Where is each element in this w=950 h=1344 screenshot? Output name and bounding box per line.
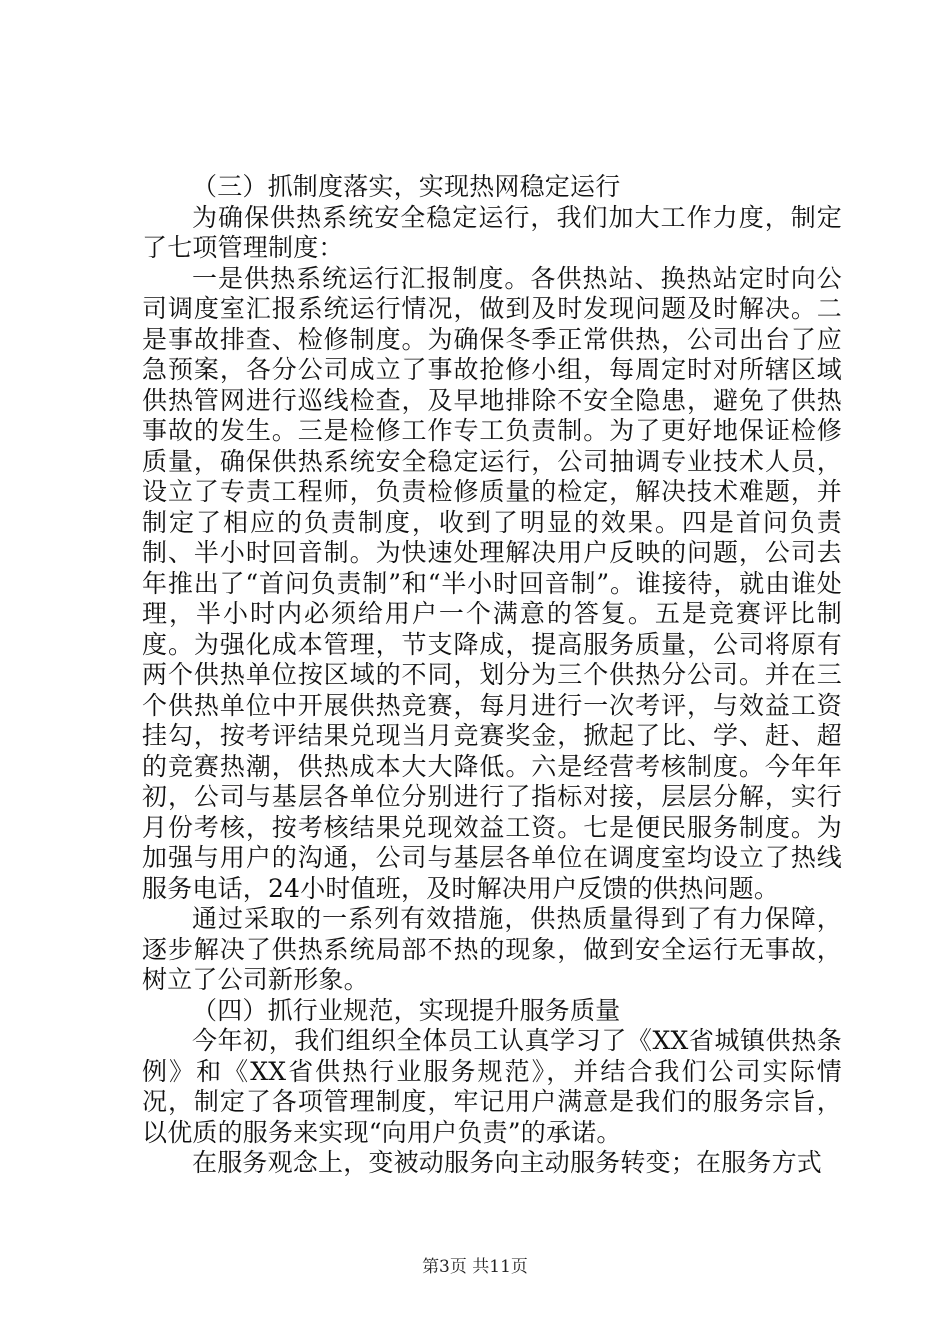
paragraph-service: 在服务观念上，变被动服务向主动服务转变；在服务方式 [192, 1148, 823, 1177]
section-heading-3: （三）抓制度落实，实现热网稳定运行 [192, 172, 621, 201]
document-body [142, 172, 842, 1179]
section-heading-4: （四）抓行业规范，实现提升服务质量 [192, 995, 621, 1025]
page-footer: 第3页 共11页 [422, 1257, 528, 1277]
paragraph-standards: 今年初，我们组织全体员工认真学习了《XX省城镇供热条例》和《XX省供热行业服务规范》，并结合我们公司实际情况，制定了各项管理制度，牢记用户满意是我们的服务宗旨，以优质的服务来实现“向用户负责”的承诺。 [142, 1026, 842, 1147]
paragraph-results: 通过采取的一系列有效措施，供热质量得到了有力保障，逐步解决了供热系统局部不热的现象，做到安全运行无事故，树立了公司新形象。 [142, 904, 842, 994]
paragraph-intro: 为确保供热系统安全稳定运行，我们加大工作力度，制定了七项管理制度： [142, 202, 842, 262]
paragraph-rules: 一是供热系统运行汇报制度。各供热站、换热站定时向公司调度室汇报系统运行情况，做到及时发现问题及时解决。二是事故排查、检修制度。为确保冬季正常供热，公司出台了应急预案，各分公司成立了事故抢修小组，每周定时对所辖区域供热管网进行巡线检查，及早地排除不安全隐患，避免了供热事故的发生。三是检修工作专工负责制。为了更好地保证检修质量，确保供热系统安全稳定运行，公司抽调专业技术人员，设立了专责工程师，负责检修质量的检定，解决技术难题，并制定了相应的负责制度，收到了明显的效果。四是首问负责制、半小时回音制。为快速处理解决用户反映的问题，公司去年推出了“首问负责制”和“半小时回音制”。谁接待，就由谁处理，半小时内必须给用户一个满意的答复。五是竞赛评比制度。为强化成本管理，节支降成，提高服务质量，公司将原有两个供热单位按区域的不同，划分为三个供热分公司。并在三个供热单位中开展供热竞赛，每月进行一次考评，与效益工资挂勾，按考评结果兑现当月竞赛奖金，掀起了比、学、赶、超的竞赛热潮，供热成本大大降低。六是经营考核制度。今年年初，公司与基层各单位分别进行了指标对接，层层分解，实行月份考核，按考核结果兑现效益工资。七是便民服务制度。为加强与用户的沟通，公司与基层各单位在调度室均设立了热线服务电话，24小时值班，及时解决用户反馈的供热问题。 [142, 263, 842, 903]
